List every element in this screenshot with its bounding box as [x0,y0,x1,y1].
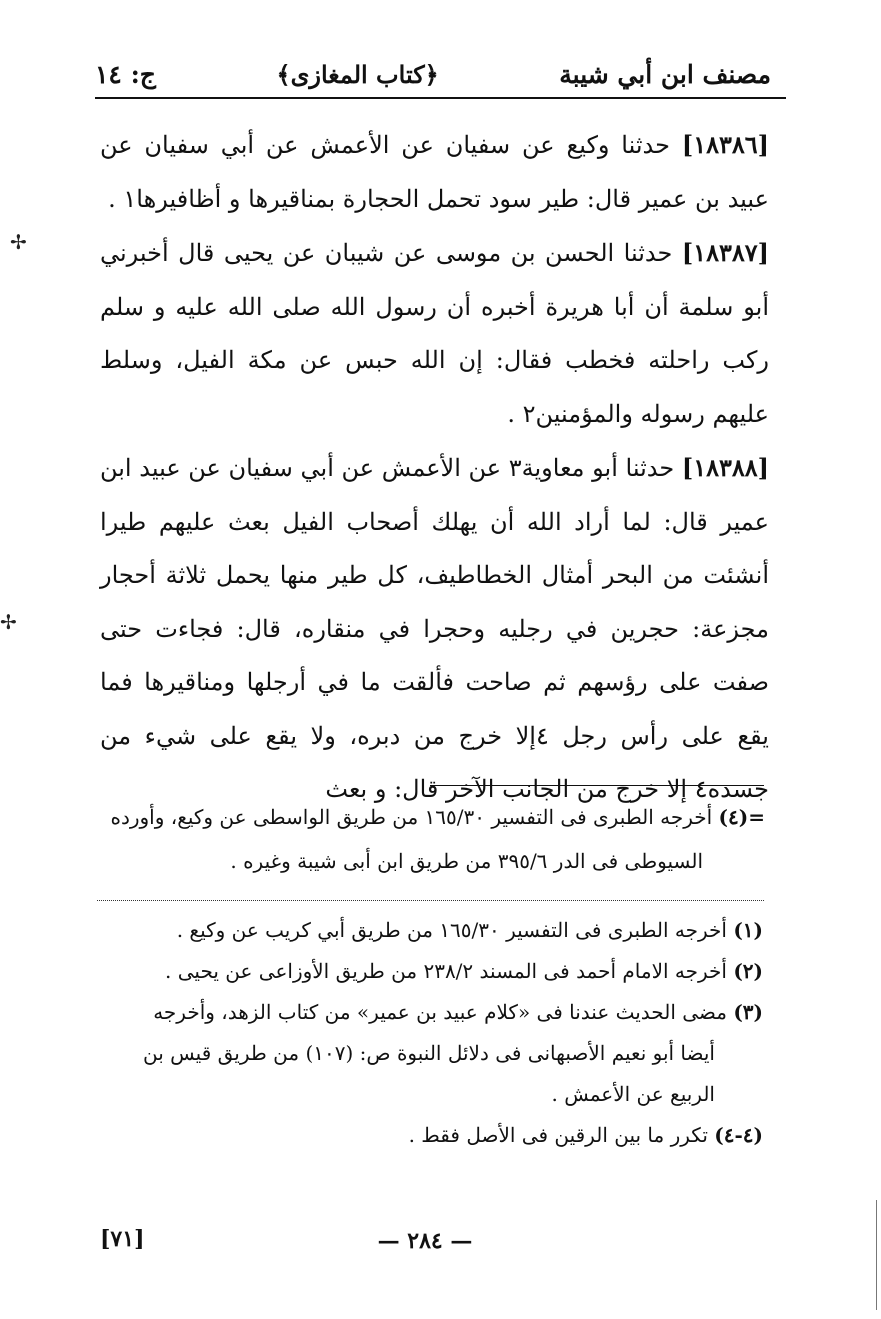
footnote-text: أخرجه الطبرى فى التفسير ١٦٥/٣٠ من طريق أبي كريب عن وكيع . [176,918,727,942]
hadith-text: حدثنا أبو معاوية٣ عن الأعمش عن أبي سفيان عن عبيد ابن عمير قال: لما أراد الله أن يهلك أصحاب الفيل بعث عليهم طيرا أنشئت من البحر أمثال الخطاطيف، كل طير منها يحمل ثلاثة أحجار مجزعة: حجرين في رجليه وحجرا في منقاره، قال: فجاءت حتى صفت على رؤسهم ثم صاحت فألقت ما في أرجلها ومناقيرها فما يقع على رأس رجل ٤إلا خرج من دبره، ولا يقع على شيء من جسده٤ إلا خرج من الجانب الآخر قال: و بعث [99,454,769,803]
page-header [95,52,771,96]
margin-cross-mark: ✢ [10,230,27,254]
hadith-text: حدثنا وكيع عن سفيان عن الأعمش عن أبي سفيان عن عبيد بن عمير قال: طير سود تحمل الحجارة بمناقيرها و أظافيرها١ . [100,131,769,213]
header-rule [95,97,786,99]
scan-edge-line [876,1200,877,1310]
hadith-text: حدثنا الحسن بن موسى عن شيبان عن يحيى قال أخبرني أبو سلمة أن أبا هريرة أخبره أن رسول الله صلى الله عليه و سلم ركب راحلته فخطب فقال: إن الله حبس عن مكة الفيل، وسلط عليهم رسوله والمؤمنين٢ . [100,239,769,428]
volume-code: [٧١] [100,1226,145,1252]
hadith-text-body [100,118,769,817]
hadith-number: [١٨٣٨٦] [681,130,769,159]
footnote-number: (٣) [733,1000,763,1024]
hadith-18386 [100,118,769,226]
footnote-text: تكرر ما بين الرقين فى الأصل فقط . [408,1123,708,1147]
hadith-number: [١٨٣٨٧] [681,238,769,267]
footnote-1 [100,910,763,951]
page-number: — ٢٨٤ — [377,1228,473,1254]
hadith-number: [١٨٣٨٨] [681,453,769,482]
footnote-rule [430,785,764,786]
footnote-3 [100,992,763,1115]
footnote-2 [100,951,763,992]
footnote-number: (١) [733,918,763,942]
hadith-18388 [100,441,769,817]
footnote-divider [97,900,764,901]
continued-footnote [100,795,765,883]
margin-cross-mark: ✢ [0,610,17,634]
footnote-marker: =(٤) [718,805,765,829]
footnote-text: السيوطى فى الدر ٣٩٥/٦ من طريق ابن أبى شيبة وغيره . [230,849,703,873]
footnote-text: مضى الحديث عندنا فى «كلام عبيد بن عمير» من كتاب الزهد، وأخرجه [153,1000,727,1024]
hadith-18387 [100,226,769,441]
footnote-text: أخرجه الامام أحمد فى المسند ٢٣٨/٢ من طريق الأوزاعى عن يحيى . [165,959,727,983]
book-title: مصنف ابن أبي شيبة [559,59,771,89]
footnote-number: (٤-٤) [714,1123,763,1147]
footnote-text: أخرجه الطبرى فى التفسير ١٦٥/٣٠ من طريق الواسطى عن وكيع، وأورده [110,805,713,829]
footnote-number: (٢) [733,959,763,983]
footnotes [100,910,763,1156]
footnote-4 [100,1115,763,1156]
footnote-text-continued: أيضا أبو نعيم الأصبهانى فى دلائل النبوة ص: (١٠٧) من طريق قيس بن الربيع عن الأعمش . [143,1041,715,1106]
chapter-title: ﴿كتاب المغازى﴾ [276,59,439,89]
volume-label: ج: ١٤ [95,59,156,89]
